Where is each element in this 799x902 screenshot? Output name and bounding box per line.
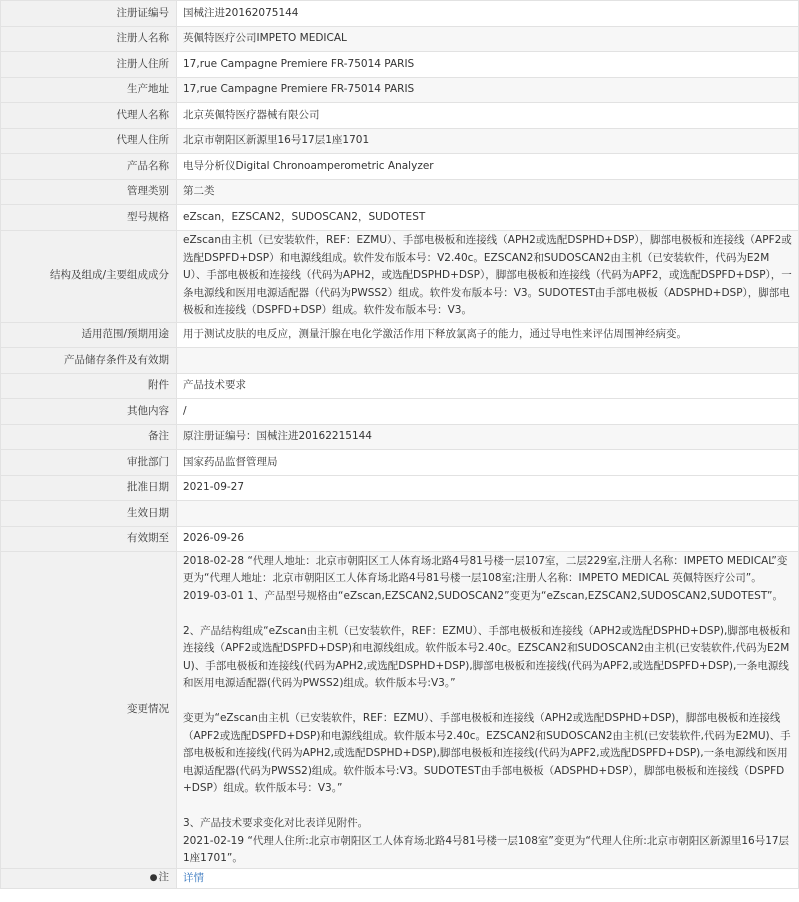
row-structure-composition xyxy=(1,230,799,322)
field-label: 代理人名称 xyxy=(1,103,177,129)
row-management-category xyxy=(1,179,799,205)
row-registration-no xyxy=(1,1,799,27)
field-value: eZscan由主机（已安装软件，REF：EZMU）、手部电极板和连接线（APH2或选配DSPHD+DSP），脚部电极板和连接线（APF2或选配DSPFD+DSP）和电源线组成。软件发布版本号：V2.40c。EZSCAN2和SUDOSCAN2由主机（已安装软件，代码为E2MU）、手部电极板和连接线（代码为APH2，或选配DSPHD+DSP），脚部电极板和连接线（代码为APF2，或选配DSPFD+DSP），一条电源线和医用电源适配器（代码为PWSS2）组成。软件发布版本号：V3。SUDOTEST由手部电极板（ADSPHD+DSP），脚部电极板和连接线（DSPFD+DSP）组成。软件发布版本号：V3。 xyxy=(177,230,799,322)
field-value: 17,rue Campagne Premiere FR-75014 PARIS xyxy=(177,77,799,103)
change-paragraph: 2、产品结构组成“eZscan由主机（已安装软件，REF：EZMU）、手部电极板和连接线（APH2或选配DSPHD+DSP),脚部电极板和连接线（APF2或选配DSPFD+DSP)和电源线组成。软件版本号2.40c。EZSCAN2和SUDOSCAN2由主机(已安装软件,代码为E2MU)、手部电极板和连接线(代码为APH2,或选配DSPHD+DSP),脚部电极板和连接线(代码为APF2,或选配DSPFD+DSP),一条电源线和医用电源适配器(代码为PWSS2)组成。软件版本号:V3。” xyxy=(183,624,791,689)
row-remarks xyxy=(1,424,799,450)
field-value: 用于测试皮肤的电反应，测量汗腺在电化学激活作用下释放氯离子的能力，通过导电性来评估周围神经病变。 xyxy=(177,322,799,348)
row-agent-address xyxy=(1,128,799,154)
field-value: 原注册证编号：国械注进20162215144 xyxy=(177,424,799,450)
field-label: 其他内容 xyxy=(1,399,177,425)
field-label: 注册人住所 xyxy=(1,52,177,78)
field-value: 2026-09-26 xyxy=(177,526,799,552)
row-product-name xyxy=(1,154,799,180)
field-value: 国家药品监督管理局 xyxy=(177,450,799,476)
paragraph-spacer xyxy=(183,605,792,623)
field-label: 管理类别 xyxy=(1,179,177,205)
field-label: 注册人名称 xyxy=(1,26,177,52)
field-label: 附件 xyxy=(1,373,177,399)
note-label: 注 xyxy=(158,871,169,883)
row-registrant-address xyxy=(1,52,799,78)
change-paragraph: 2021-02-19 “代理人住所:北京市朝阳区工人体育场北路4号81号楼一层108室”变更为“代理人住所:北京市朝阳区新源里16号17层1座1701”。 xyxy=(183,834,790,864)
field-label: 适用范围/预期用途 xyxy=(1,322,177,348)
change-paragraph: 3、产品技术要求变化对比表详见附件。 xyxy=(183,817,369,829)
field-value: eZscan，EZSCAN2，SUDOSCAN2，SUDOTEST xyxy=(177,205,799,231)
field-value: 北京英佩特医疗器械有限公司 xyxy=(177,103,799,129)
field-value xyxy=(177,348,799,374)
field-label: 产品名称 xyxy=(1,154,177,180)
row-model-spec xyxy=(1,205,799,231)
field-label: 审批部门 xyxy=(1,450,177,476)
field-label: 产品储存条件及有效期 xyxy=(1,348,177,374)
paragraph-spacer xyxy=(183,693,792,711)
field-value: 北京市朝阳区新源里16号17层1座1701 xyxy=(177,128,799,154)
row-change-history xyxy=(1,552,799,869)
field-value: 17,rue Campagne Premiere FR-75014 PARIS xyxy=(177,52,799,78)
field-value: 2021-09-27 xyxy=(177,475,799,501)
field-label: 型号规格 xyxy=(1,205,177,231)
field-value: 第二类 xyxy=(177,179,799,205)
field-label: 代理人住所 xyxy=(1,128,177,154)
field-label: 备注 xyxy=(1,424,177,450)
change-paragraph: 变更为“eZscan由主机（已安装软件，REF：EZMU）、手部电极板和连接线（APH2或选配DSPHD+DSP)，脚部电极板和连接线（APF2或选配DSPFD+DSP)和电源线组成。软件版本号2.40c。EZSCAN2和SUDOSCAN2由主机(已安装软件,代码为E2MU)、手部电极板和连接线(代码为APH2,或选配DSPHD+DSP),脚部电极板和连接线(代码为APF2,或选配DSPFD+DSP),一条电源线和医用电源适配器(代码为PWSS2)组成。软件版本号:V3。SUDOTEST由手部电极板（ADSPHD+DSP），脚部电极板和连接线（DSPFD+DSP）组成。软件版本号：V3。” xyxy=(183,712,791,794)
row-intended-use xyxy=(1,322,799,348)
field-value: 电导分析仪Digital Chronoamperometric Analyzer xyxy=(177,154,799,180)
field-label: 变更情况 xyxy=(1,552,177,869)
field-value: 英佩特医疗公司IMPETO MEDICAL xyxy=(177,26,799,52)
row-valid-until xyxy=(1,526,799,552)
row-agent-name xyxy=(1,103,799,129)
change-history-value xyxy=(177,552,799,869)
paragraph-spacer xyxy=(183,798,792,816)
row-other-content xyxy=(1,399,799,425)
row-attachment xyxy=(1,373,799,399)
row-approval-department xyxy=(1,450,799,476)
info-icon: ● xyxy=(149,873,158,883)
field-label: 注册证编号 xyxy=(1,1,177,27)
row-registrant-name xyxy=(1,26,799,52)
row-approval-date xyxy=(1,475,799,501)
field-value: 国械注进20162075144 xyxy=(177,1,799,27)
field-label: 有效期至 xyxy=(1,526,177,552)
field-label: 批准日期 xyxy=(1,475,177,501)
field-label: 生产地址 xyxy=(1,77,177,103)
change-paragraph: 2018-02-28 “代理人地址：北京市朝阳区工人体育场北路4号81号楼一层107室，二层229室,注册人名称：IMPETO MEDICAL”变更为“代理人地址：北京市朝阳区工人体育场北路4号81号楼一层108室;注册人名称：IMPETO MEDICAL 英佩特医疗公司”。 xyxy=(183,554,788,584)
row-production-address xyxy=(1,77,799,103)
details-link[interactable]: 详情 xyxy=(183,871,204,884)
field-label: 结构及组成/主要组成成分 xyxy=(1,230,177,322)
field-value xyxy=(177,869,799,889)
field-value xyxy=(177,501,799,527)
field-label: 生效日期 xyxy=(1,501,177,527)
row-effective-date xyxy=(1,501,799,527)
row-storage-validity xyxy=(1,348,799,374)
change-paragraph: 2019-03-01 1、产品型号规格由“eZscan,EZSCAN2,SUDOSCAN2”变更为“eZscan,EZSCAN2,SUDOSCAN2,SUDOTEST”。 xyxy=(183,589,783,602)
field-label xyxy=(1,869,177,889)
row-note xyxy=(1,869,799,889)
field-value: 产品技术要求 xyxy=(177,373,799,399)
field-value: / xyxy=(177,399,799,425)
